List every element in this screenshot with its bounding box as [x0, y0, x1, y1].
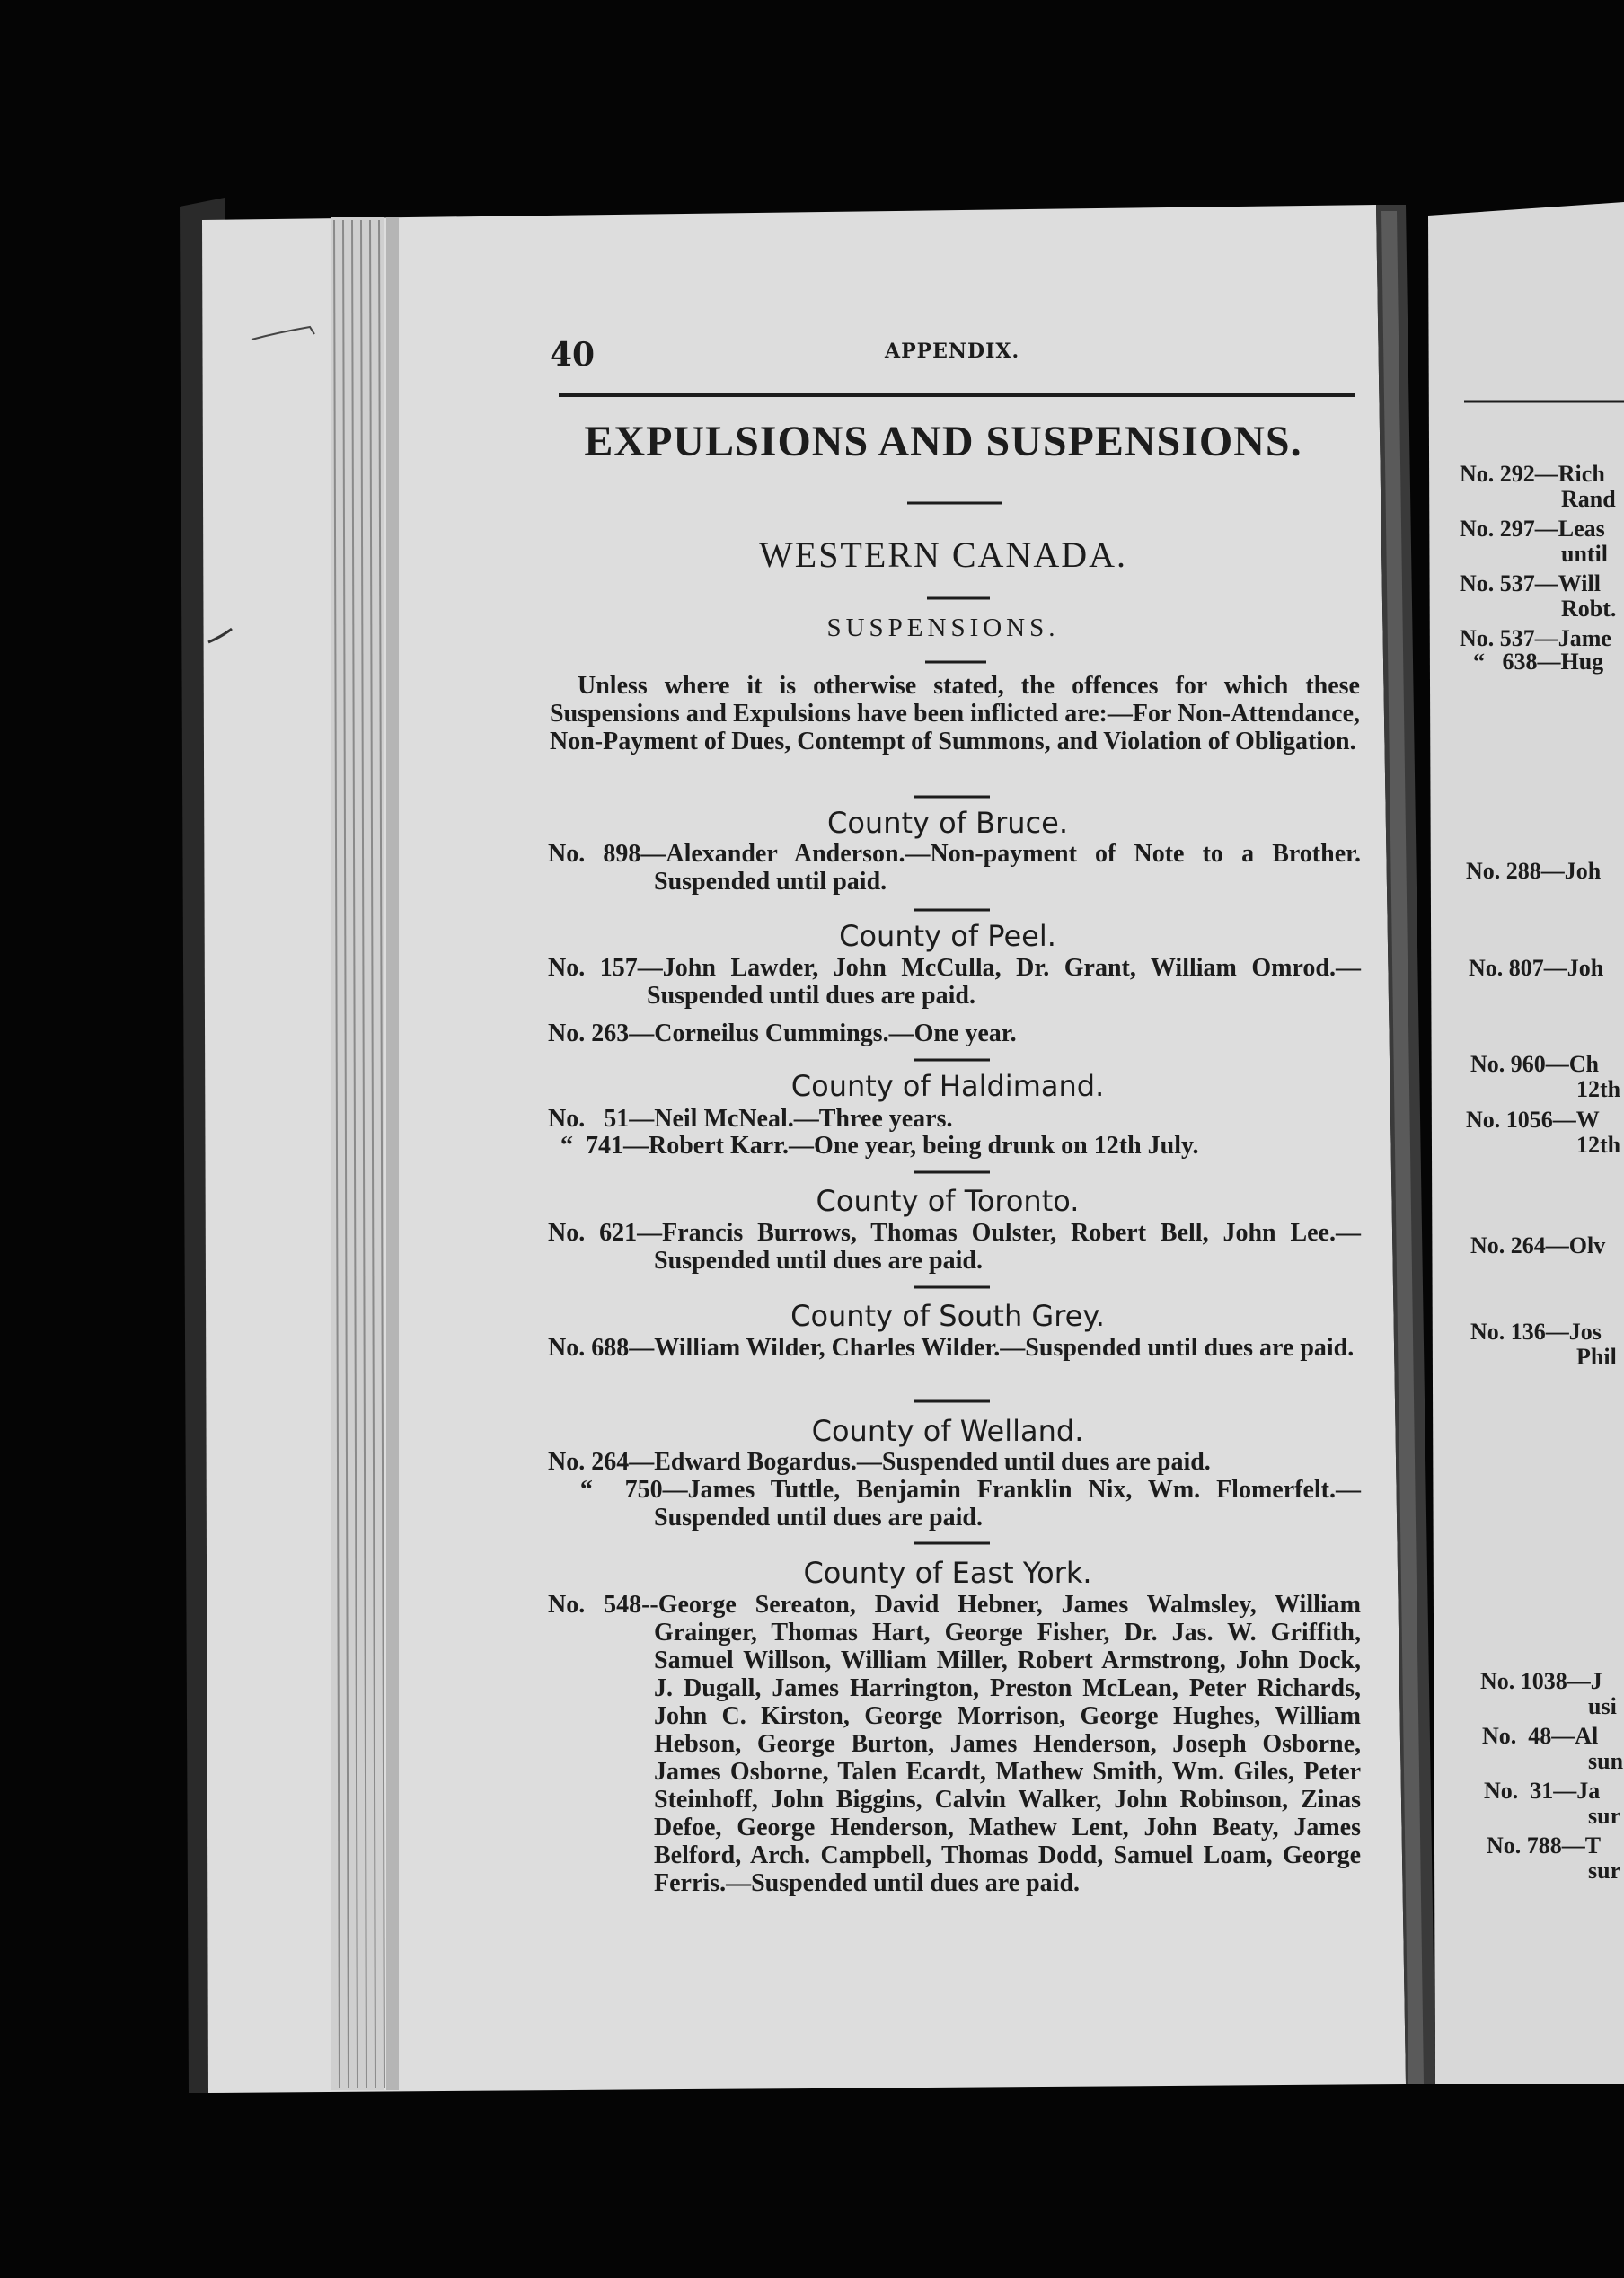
entry-text: Alexander Anderson.—Non-payment of Note to a Brother. Suspended until paid.: [654, 840, 1361, 896]
facing-line: No. 31—Ja: [1484, 1778, 1601, 1804]
facing-line: No. 48—Al: [1482, 1723, 1599, 1749]
county-heading-bruce: County of Bruce.: [827, 806, 1068, 840]
entry-number: No. 548--: [548, 1591, 658, 1619]
entry-number: No. 688—: [548, 1334, 655, 1362]
facing-line: usi: [1588, 1693, 1617, 1719]
county-heading-toronto: County of Toronto.: [816, 1184, 1080, 1218]
entry-text: Edward Bogardus.—Suspended until dues are paid.: [654, 1448, 1211, 1476]
facing-line: No. 292—Rich: [1460, 461, 1605, 487]
entry-peel-263: [548, 1020, 1361, 1047]
region-heading: WESTERN CANADA.: [759, 534, 1127, 575]
facing-line: sun: [1588, 1748, 1624, 1774]
county-heading-peel: County of Peel.: [839, 919, 1056, 953]
facing-line: No. 288—Joh: [1466, 858, 1602, 884]
entry-number: “ 750—: [548, 1476, 688, 1504]
preface-paragraph: Unless where it is otherwise stated, the offences for which these Suspensions and Expulsions have been inflicted are:—For Non-Attendance, Non-Payment of Dues, Contempt of Summons, and Violation of Obligation.: [550, 672, 1360, 755]
entry-peel-157: [548, 954, 1361, 1010]
entry-haldimand-741: [548, 1132, 1361, 1160]
facing-line: No. 297—Leas: [1460, 516, 1605, 542]
county-heading-haldimand: County of Haldimand.: [790, 1069, 1105, 1103]
facing-line: No. 136—Jos: [1470, 1319, 1602, 1345]
entry-text: Francis Burrows, Thomas Oulster, Robert Bell, John Lee.— Suspended until dues are paid.: [654, 1219, 1361, 1275]
entry-text: William Wilder, Charles Wilder.—Suspended until dues are paid.: [654, 1334, 1355, 1362]
entry-number: No. 263—: [548, 1020, 655, 1047]
entry-text: George Sereaton, David Hebner, James Walmsley, William Grainger, Thomas Hart, George Fisher, Dr. Jas. W. Griffith, Samuel Willson, William Miller, Robert Armstrong, John Dock, J. Dugall, James Harrington, Preston McLean, Peter Richards, John C. Kirston, George Morrison, George Hughes, William Hebson, George Burton, James Henderson, Joseph Osborne, James Osborne, Talen Ecardt, Mathew Smith, Wm. Giles, Peter Steinhoff, John Biggins, Calvin Walker, John Robinson, Zinas Defoe, George Henderson, Mathew Lent, John Beaty, James Belford, Arch. Campbell, Thomas Dodd, Samuel Loam, George Ferris.—Suspended until dues are paid.: [654, 1591, 1361, 1897]
entry-text: Corneilus Cummings.—One year.: [654, 1020, 1017, 1047]
entry-haldimand-51: [548, 1105, 1361, 1133]
county-heading-south-grey: County of South Grey.: [790, 1299, 1105, 1333]
county-heading-welland: County of Welland.: [811, 1414, 1084, 1448]
facing-line: No. 537—Will: [1460, 570, 1601, 596]
facing-line: Phil: [1576, 1344, 1617, 1370]
running-head: APPENDIX.: [885, 340, 1020, 363]
section-heading: SUSPENSIONS.: [826, 614, 1060, 642]
entry-toronto-621: [548, 1219, 1361, 1275]
facing-line: sur: [1588, 1858, 1621, 1884]
facing-line: Robt.: [1561, 596, 1617, 622]
entry-text: John Lawder, John McCulla, Dr. Grant, William Omrod.— Suspended until dues are paid.: [647, 954, 1361, 1010]
entry-welland-264: [548, 1448, 1361, 1476]
entry-welland-750: [548, 1476, 1361, 1532]
facing-line: No. 537—Jame: [1460, 625, 1611, 651]
entry-number: No. 264—: [548, 1448, 655, 1476]
facing-line: No. 1056—W: [1466, 1107, 1600, 1133]
facing-line: “ 638—Hug: [1473, 649, 1604, 675]
entry-text: Robert Karr.—One year, being drunk on 12th July.: [649, 1132, 1199, 1160]
facing-line: 12th: [1576, 1076, 1621, 1102]
county-heading-east-york: County of East York.: [803, 1556, 1092, 1590]
facing-line: Rand: [1561, 486, 1616, 512]
entry-text: James Tuttle, Benjamin Franklin Nix, Wm. Flomerfelt.— Suspended until dues are paid.: [654, 1476, 1361, 1532]
page-title: EXPULSIONS AND SUSPENSIONS.: [584, 418, 1302, 465]
facing-line: 12th: [1576, 1132, 1621, 1158]
facing-line: No. 1038—J: [1480, 1668, 1602, 1694]
entry-bruce-898: [548, 840, 1361, 896]
facing-line: No. 788—T: [1487, 1832, 1602, 1859]
facing-line: No. 807—Joh: [1469, 955, 1604, 981]
entry-number: No. 51—: [548, 1105, 655, 1133]
entry-text: Neil McNeal.—Three years.: [654, 1105, 953, 1133]
entry-number: No. 898—: [548, 840, 666, 868]
facing-line: sur: [1588, 1803, 1621, 1829]
entry-number: No. 621—: [548, 1219, 663, 1247]
entry-number: No. 157—: [548, 954, 663, 982]
entry-south-grey-688: [548, 1334, 1361, 1362]
facing-line: No. 264—Olv: [1470, 1232, 1606, 1258]
facing-line: No. 960—Ch: [1470, 1051, 1600, 1077]
page-number: 40: [550, 336, 596, 374]
facing-line: until: [1561, 541, 1609, 567]
entry-east-york-548: [548, 1591, 1361, 1897]
entry-number: “ 741—: [548, 1132, 649, 1160]
